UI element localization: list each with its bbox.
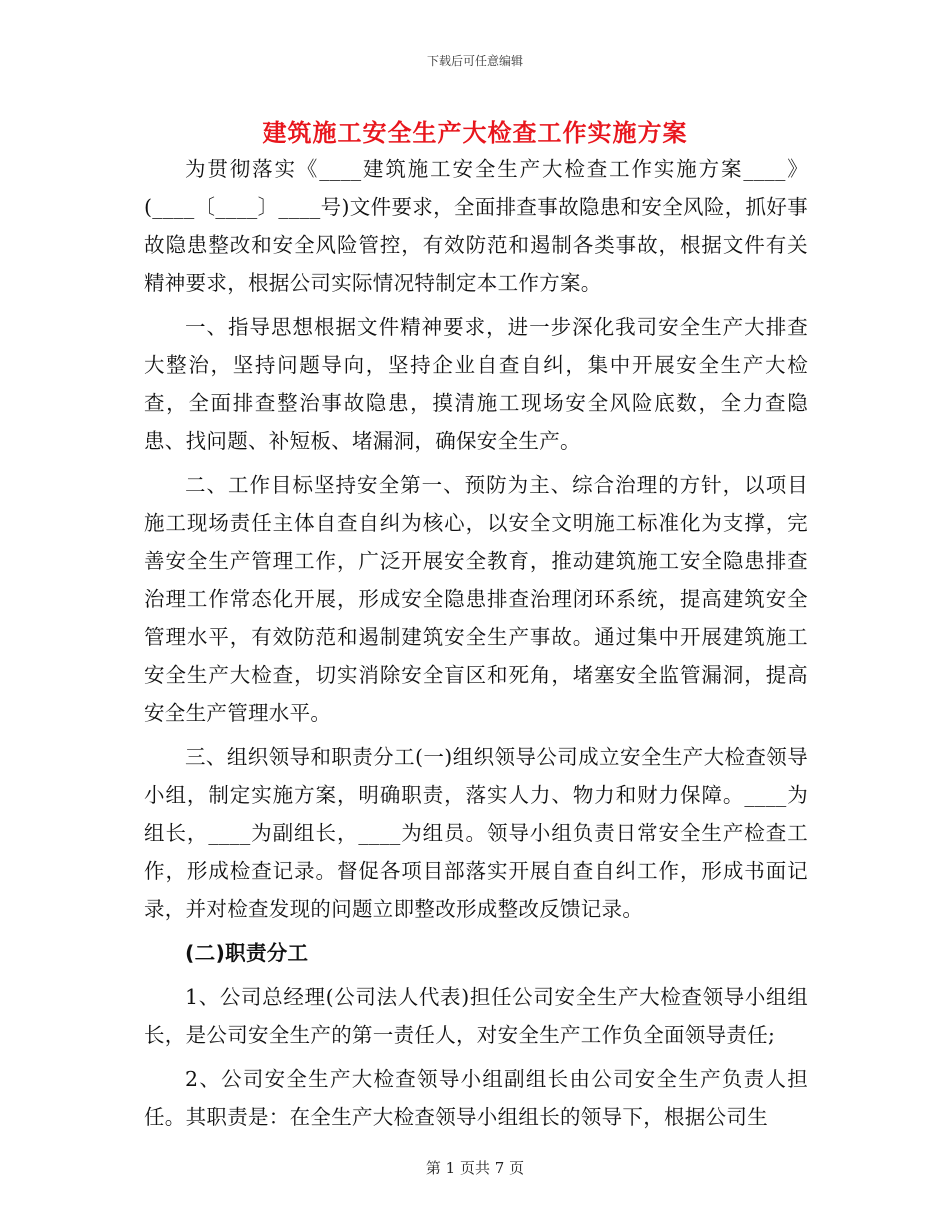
document-body [144, 150, 808, 1136]
page-number: 第 1 页共 7 页 [425, 1159, 525, 1177]
paragraph-intro: 为贯彻落实《____建筑施工安全生产大检查工作实施方案____》(____〔____〕____号)文件要求，全面排查事故隐患和安全风险，抓好事故隐患整改和安全风险管控，有效防范和遏制各类事故，根据文件有关精神要求，根据公司实际情况特制定本工作方案。 [144, 157, 808, 295]
paragraph-duty-1: 1、公司总经理(公司法人代表)担任公司安全生产大检查领导小组组长，是公司安全生产的第一责任人，对安全生产工作负全面领导责任; [144, 985, 808, 1047]
section-heading-duties: (二)职责分工 [185, 941, 309, 965]
paragraph-guiding-ideology: 一、指导思想根据文件精神要求，进一步深化我司安全生产大排查大整治，坚持问题导向，坚持企业自查自纠，集中开展安全生产大检查，全面排查整治事故隐患，摸清施工现场安全风险底数，全力查隐患、找问题、补短板、堵漏洞，确保安全生产。 [144, 315, 808, 453]
paragraph-organization: 三、组织领导和职责分工(一)组织领导公司成立安全生产大检查领导小组，制定实施方案，明确职责，落实人力、物力和财力保障。____为组长，____为副组长，____为组员。领导小组负责日常安全生产检查工作，形成检查记录。督促各项目部落实开展自查自纠工作，形成书面记录，并对检查发现的问题立即整改形成整改反馈记录。 [144, 745, 808, 921]
paragraph-duty-2: 2、公司安全生产大检查领导小组副组长由公司安全生产负责人担任。其职责是：在全生产大检查领导小组组长的领导下，根据公司生 [144, 1067, 808, 1129]
page-header-note: 下载后可任意编辑 [426, 54, 523, 68]
document-title: 建筑施工安全生产大检查工作实施方案 [262, 119, 688, 147]
paragraph-work-goals: 二、工作目标坚持安全第一、预防为主、综合治理的方针，以项目施工现场责任主体自查自纠为核心，以安全文明施工标准化为支撑，完善安全生产管理工作，广泛开展安全教育，推动建筑施工安全隐患排查治理工作常态化开展，形成安全隐患排查治理闭环系统，提高建筑安全管理水平，有效防范和遏制建筑安全生产事故。通过集中开展建筑施工安全生产大检查，切实消除安全盲区和死角，堵塞安全监管漏洞，提高安全生产管理水平。 [144, 473, 808, 725]
